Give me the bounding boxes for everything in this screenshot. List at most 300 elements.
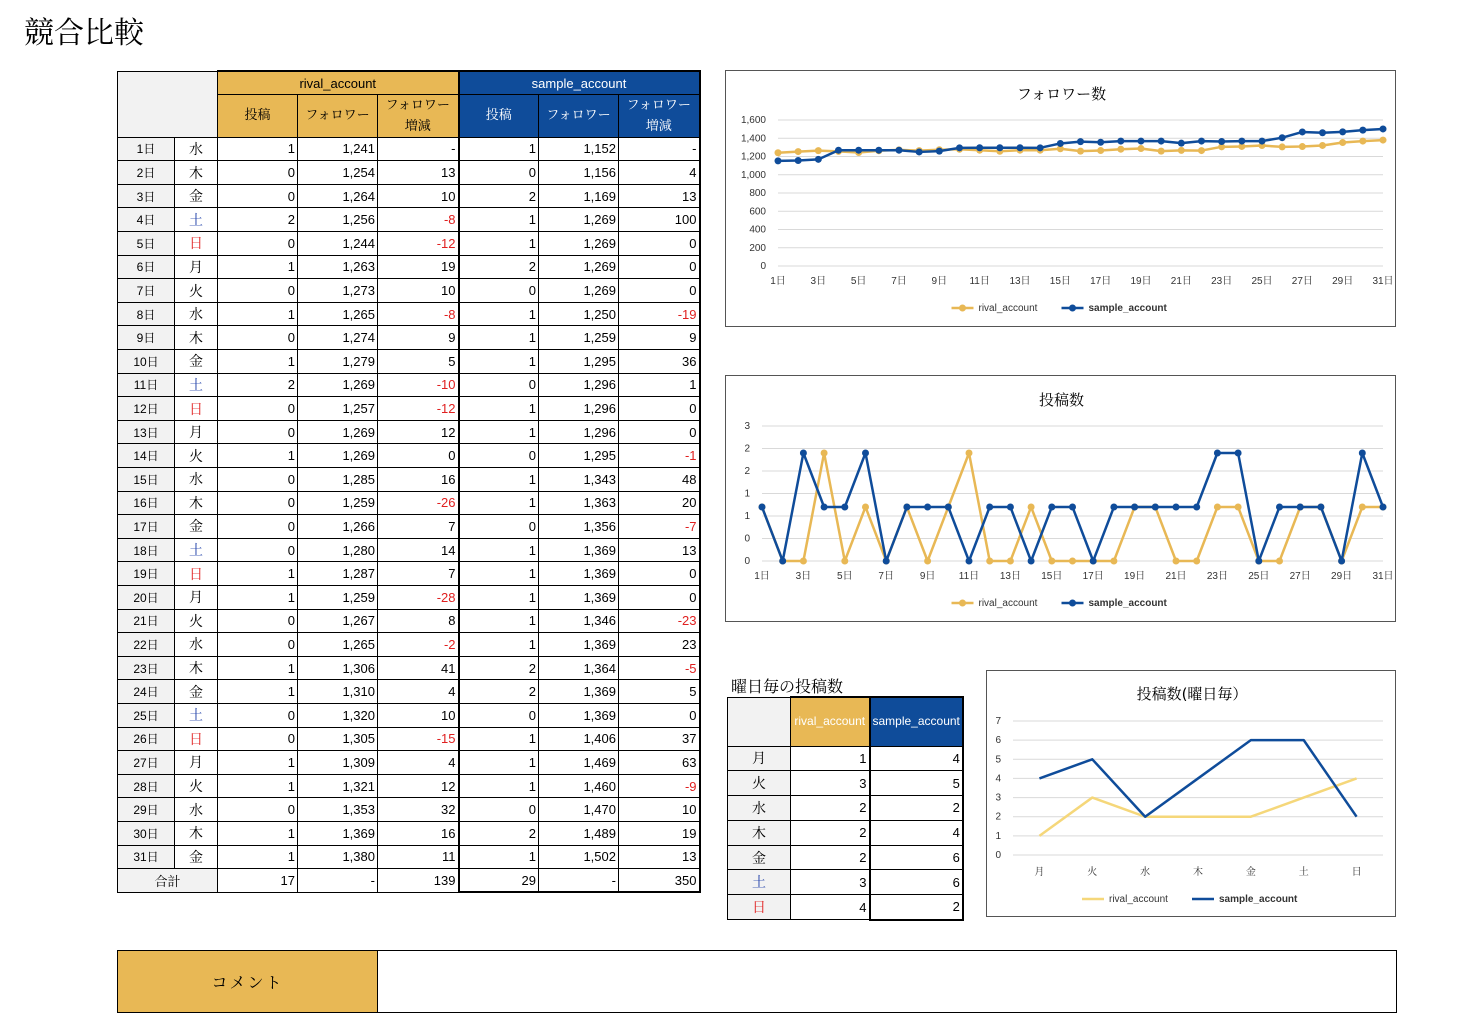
weekday-rival-cell[interactable]: 2 <box>791 796 870 821</box>
rival-change-cell[interactable]: -8 <box>378 208 459 232</box>
dow-cell[interactable]: 土 <box>175 538 218 562</box>
dow-cell[interactable]: 水 <box>175 798 218 822</box>
rival-posts-cell[interactable]: 0 <box>218 161 298 185</box>
rival-change-cell[interactable]: 10 <box>378 279 459 303</box>
weekday-row <box>728 746 963 771</box>
rival-posts-cell[interactable]: 0 <box>218 420 298 444</box>
sample-followers-cell[interactable]: 1,269 <box>539 208 619 232</box>
rival-posts-cell[interactable]: 1 <box>218 680 298 704</box>
rival-change-cell[interactable]: 16 <box>378 821 459 845</box>
rival-posts-cell[interactable]: 1 <box>218 845 298 869</box>
day-cell[interactable]: 7日 <box>118 279 175 303</box>
sample-posts-cell[interactable]: 1 <box>459 208 539 232</box>
rival-posts-cell[interactable]: 0 <box>218 798 298 822</box>
day-cell[interactable]: 31日 <box>118 845 175 869</box>
rival-change-cell[interactable]: -10 <box>378 373 459 397</box>
dow-cell[interactable]: 水 <box>175 633 218 657</box>
rival-change-cell[interactable]: -12 <box>378 397 459 421</box>
rival-followers-cell[interactable]: 1,273 <box>298 279 378 303</box>
day-cell[interactable]: 15日 <box>118 468 175 492</box>
sample-posts-cell[interactable]: 1 <box>459 751 539 775</box>
rival-change-cell[interactable]: 4 <box>378 680 459 704</box>
sample-posts-cell[interactable]: 1 <box>459 468 539 492</box>
day-cell[interactable]: 5日 <box>118 232 175 256</box>
rival-change-cell[interactable]: 0 <box>378 444 459 468</box>
dow-cell[interactable]: 水 <box>175 137 218 161</box>
sample-change-cell[interactable]: 4 <box>619 161 700 185</box>
y-tick-label: 1,600 <box>740 115 766 126</box>
day-cell[interactable]: 26日 <box>118 727 175 751</box>
sample-posts-cell[interactable]: 2 <box>459 656 539 680</box>
sample-change-cell[interactable]: -5 <box>619 656 700 680</box>
sample-change-cell[interactable]: 13 <box>619 538 700 562</box>
dow-cell[interactable]: 火 <box>175 609 218 633</box>
sample-followers-cell[interactable]: 1,356 <box>539 515 619 539</box>
legend-label: rival_account <box>1109 894 1168 905</box>
table-row <box>118 184 700 208</box>
sample-posts-cell[interactable]: 1 <box>459 727 539 751</box>
data-point <box>775 149 782 156</box>
weekday-rival-cell[interactable]: 1 <box>791 746 870 771</box>
day-cell[interactable]: 12日 <box>118 397 175 421</box>
x-tick-label: 1日 <box>770 276 786 287</box>
rival-posts-cell[interactable]: 1 <box>218 562 298 586</box>
rival-change-cell[interactable]: 4 <box>378 751 459 775</box>
rival-change-cell[interactable]: 19 <box>378 255 459 279</box>
day-cell[interactable]: 30日 <box>118 821 175 845</box>
rival-followers-cell[interactable]: 1,287 <box>298 562 378 586</box>
day-cell[interactable]: 27日 <box>118 751 175 775</box>
rival-posts-cell[interactable]: 0 <box>218 468 298 492</box>
data-point <box>1138 145 1145 152</box>
data-point <box>1069 558 1076 565</box>
sample-change-cell[interactable]: - <box>619 137 700 161</box>
y-tick-label: 1,200 <box>740 151 766 163</box>
dow-cell[interactable]: 月 <box>175 420 218 444</box>
total-rp-cell[interactable]: 17 <box>218 869 298 893</box>
x-tick-label: 火 <box>1087 867 1098 878</box>
sample-posts-cell[interactable]: 1 <box>459 562 539 586</box>
x-tick-label: 日 <box>1351 867 1362 878</box>
day-cell[interactable]: 6日 <box>118 255 175 279</box>
rival-followers-cell[interactable]: 1,266 <box>298 515 378 539</box>
sample-posts-cell[interactable]: 0 <box>459 798 539 822</box>
data-point <box>924 504 931 511</box>
rival-change-cell[interactable]: 12 <box>378 420 459 444</box>
rival-change-cell[interactable]: 9 <box>378 326 459 350</box>
sample-followers-cell[interactable]: 1,369 <box>539 562 619 586</box>
day-cell[interactable]: 2日 <box>118 161 175 185</box>
dow-cell[interactable]: 水 <box>175 302 218 326</box>
rival-change-cell[interactable]: 12 <box>378 774 459 798</box>
sample-followers-cell[interactable]: 1,460 <box>539 774 619 798</box>
weekday-rival-cell[interactable]: 3 <box>791 771 870 796</box>
sample-posts-cell[interactable]: 0 <box>459 444 539 468</box>
sample-followers-cell[interactable]: 1,369 <box>539 703 619 727</box>
rival-followers-cell[interactable]: 1,309 <box>298 751 378 775</box>
sample-change-cell[interactable]: 9 <box>619 326 700 350</box>
sample-posts-cell[interactable]: 0 <box>459 703 539 727</box>
weekday-sample-cell[interactable]: 5 <box>870 771 963 796</box>
rival-change-cell[interactable]: 10 <box>378 184 459 208</box>
sample-change-cell[interactable]: 100 <box>619 208 700 232</box>
weekday-rival-cell[interactable]: 3 <box>791 870 870 895</box>
weekday-sample-cell[interactable]: 6 <box>870 845 963 870</box>
rival-change-cell[interactable]: 7 <box>378 515 459 539</box>
sample-posts-cell[interactable]: 1 <box>459 420 539 444</box>
dow-cell[interactable]: 金 <box>175 350 218 374</box>
rival-posts-cell[interactable]: 1 <box>218 774 298 798</box>
rival-followers-cell[interactable]: 1,265 <box>298 302 378 326</box>
rival-posts-cell[interactable]: 1 <box>218 137 298 161</box>
dow-cell[interactable]: 火 <box>175 279 218 303</box>
sample-change-cell[interactable]: 0 <box>619 232 700 256</box>
sample-followers-cell[interactable]: 1,295 <box>539 350 619 374</box>
sample-followers-cell[interactable]: 1,295 <box>539 444 619 468</box>
rival-change-cell[interactable]: -28 <box>378 585 459 609</box>
sample-followers-cell[interactable]: 1,470 <box>539 798 619 822</box>
sample-posts-cell[interactable]: 1 <box>459 302 539 326</box>
sample-followers-cell[interactable]: 1,369 <box>539 585 619 609</box>
rival-posts-cell[interactable]: 0 <box>218 326 298 350</box>
rival-change-cell[interactable]: 8 <box>378 609 459 633</box>
legend-label: rival_account <box>978 598 1038 609</box>
dow-cell[interactable]: 日 <box>175 562 218 586</box>
sample-posts-cell[interactable]: 0 <box>459 161 539 185</box>
weekday-sample-cell[interactable]: 2 <box>870 895 963 920</box>
rival-posts-cell[interactable]: 0 <box>218 184 298 208</box>
rival-followers-cell[interactable]: 1,267 <box>298 609 378 633</box>
rival-change-cell[interactable]: 14 <box>378 538 459 562</box>
sample-posts-cell[interactable]: 0 <box>459 373 539 397</box>
sample-change-cell[interactable]: -1 <box>619 444 700 468</box>
sample-change-cell[interactable]: 13 <box>619 845 700 869</box>
sample-change-cell[interactable]: 13 <box>619 184 700 208</box>
dow-cell[interactable]: 木 <box>175 161 218 185</box>
sample-posts-cell[interactable]: 0 <box>459 279 539 303</box>
rival-followers-cell[interactable]: 1,259 <box>298 491 378 515</box>
x-tick-label: 17日 <box>1090 276 1112 287</box>
rival-followers-cell[interactable]: 1,285 <box>298 468 378 492</box>
y-tick-label: 0 <box>744 556 750 567</box>
legend-marker <box>959 600 966 607</box>
sample-followers-cell[interactable]: 1,369 <box>539 538 619 562</box>
sample-followers-cell[interactable]: 1,369 <box>539 680 619 704</box>
dow-cell[interactable]: 日 <box>175 397 218 421</box>
data-point <box>815 147 822 154</box>
rival-followers-cell[interactable]: 1,321 <box>298 774 378 798</box>
day-cell[interactable]: 18日 <box>118 538 175 562</box>
weekday-rival-cell[interactable]: 2 <box>791 845 870 870</box>
rival-posts-cell[interactable]: 2 <box>218 208 298 232</box>
dow-cell[interactable]: 日 <box>175 232 218 256</box>
rival-posts-cell[interactable]: 0 <box>218 703 298 727</box>
sample-change-cell[interactable]: 23 <box>619 633 700 657</box>
sample-posts-cell[interactable]: 1 <box>459 232 539 256</box>
sample-change-cell[interactable]: 0 <box>619 279 700 303</box>
rival-change-cell[interactable]: -12 <box>378 232 459 256</box>
total-rf-cell[interactable]: - <box>298 869 378 893</box>
rival-followers-cell[interactable]: 1,353 <box>298 798 378 822</box>
sample-change-cell[interactable]: 0 <box>619 585 700 609</box>
rival-posts-cell[interactable]: 1 <box>218 444 298 468</box>
weekday-sample-cell[interactable]: 4 <box>870 820 963 845</box>
sample-posts-cell[interactable]: 1 <box>459 633 539 657</box>
sample-posts-cell[interactable]: 1 <box>459 845 539 869</box>
day-cell[interactable]: 3日 <box>118 184 175 208</box>
dow-cell[interactable]: 木 <box>175 326 218 350</box>
day-cell[interactable]: 20日 <box>118 585 175 609</box>
sample-change-cell[interactable]: 63 <box>619 751 700 775</box>
total-sd-cell[interactable]: 350 <box>619 869 700 893</box>
sample-followers-cell[interactable]: 1,269 <box>539 232 619 256</box>
day-cell[interactable]: 25日 <box>118 703 175 727</box>
day-cell[interactable]: 14日 <box>118 444 175 468</box>
rival-posts-cell[interactable]: 1 <box>218 656 298 680</box>
sample-change-cell[interactable]: 20 <box>619 491 700 515</box>
dow-cell[interactable]: 火 <box>175 444 218 468</box>
rival-change-cell[interactable]: -15 <box>378 727 459 751</box>
sample-followers-cell[interactable]: 1,259 <box>539 326 619 350</box>
sample-posts-cell[interactable]: 2 <box>459 821 539 845</box>
data-point <box>1158 138 1165 145</box>
data-point <box>1178 147 1185 154</box>
sample-change-cell[interactable]: 0 <box>619 562 700 586</box>
sample-followers-cell[interactable]: 1,364 <box>539 656 619 680</box>
sample-change-cell[interactable]: -19 <box>619 302 700 326</box>
sample-posts-cell[interactable]: 1 <box>459 585 539 609</box>
rival-followers-cell[interactable]: 1,256 <box>298 208 378 232</box>
rival-posts-cell[interactable]: 0 <box>218 491 298 515</box>
sample-change-cell[interactable]: 36 <box>619 350 700 374</box>
sample-posts-cell[interactable]: 1 <box>459 774 539 798</box>
sample-change-cell[interactable]: 37 <box>619 727 700 751</box>
day-cell[interactable]: 4日 <box>118 208 175 232</box>
rival-posts-cell[interactable]: 0 <box>218 279 298 303</box>
followers-chart <box>725 70 1396 327</box>
day-cell[interactable]: 16日 <box>118 491 175 515</box>
day-cell[interactable]: 28日 <box>118 774 175 798</box>
sample-change-cell[interactable]: 0 <box>619 397 700 421</box>
rival-followers-cell[interactable]: 1,380 <box>298 845 378 869</box>
sample-change-cell[interactable]: 10 <box>619 798 700 822</box>
sample-change-cell[interactable]: -23 <box>619 609 700 633</box>
sample-posts-cell[interactable]: 1 <box>459 397 539 421</box>
sample-posts-cell[interactable]: 1 <box>459 326 539 350</box>
total-rd-cell[interactable]: 139 <box>378 869 459 893</box>
rival-followers-cell[interactable]: 1,265 <box>298 633 378 657</box>
rival-followers-cell[interactable]: 1,310 <box>298 680 378 704</box>
day-cell[interactable]: 23日 <box>118 656 175 680</box>
dow-cell[interactable]: 水 <box>175 468 218 492</box>
dow-cell[interactable]: 月 <box>175 255 218 279</box>
table-row <box>118 444 700 468</box>
rival-followers-cell[interactable]: 1,305 <box>298 727 378 751</box>
dow-cell[interactable]: 月 <box>175 585 218 609</box>
dow-cell[interactable]: 火 <box>175 774 218 798</box>
rival-followers-cell[interactable]: 1,263 <box>298 255 378 279</box>
rival-change-cell[interactable]: 16 <box>378 468 459 492</box>
day-cell[interactable]: 11日 <box>118 373 175 397</box>
rival-followers-cell[interactable]: 1,264 <box>298 184 378 208</box>
total-sf-cell[interactable]: - <box>539 869 619 893</box>
rival-posts-cell[interactable]: 1 <box>218 255 298 279</box>
sample-followers-cell[interactable]: 1,296 <box>539 373 619 397</box>
weekday-rival-cell[interactable]: 2 <box>791 820 870 845</box>
rival-posts-cell[interactable]: 0 <box>218 515 298 539</box>
rival-posts-cell[interactable]: 0 <box>218 633 298 657</box>
rival-followers-cell[interactable]: 1,280 <box>298 538 378 562</box>
sample-posts-cell[interactable]: 2 <box>459 680 539 704</box>
dow-cell[interactable]: 木 <box>175 656 218 680</box>
table-row <box>118 468 700 492</box>
rival-posts-cell[interactable]: 1 <box>218 751 298 775</box>
weekday-row <box>728 845 963 870</box>
sample-change-cell[interactable]: 0 <box>619 420 700 444</box>
rival-posts-cell[interactable]: 0 <box>218 232 298 256</box>
dow-cell[interactable]: 金 <box>175 845 218 869</box>
sample-followers-cell[interactable]: 1,502 <box>539 845 619 869</box>
legend-label: sample_account <box>1219 894 1298 905</box>
day-cell[interactable]: 22日 <box>118 633 175 657</box>
data-point <box>1193 504 1200 511</box>
sample-followers-cell[interactable]: 1,343 <box>539 468 619 492</box>
dow-cell[interactable]: 土 <box>175 208 218 232</box>
rival-change-cell[interactable]: 7 <box>378 562 459 586</box>
sample-followers-cell[interactable]: 1,469 <box>539 751 619 775</box>
day-cell[interactable]: 8日 <box>118 302 175 326</box>
sample-posts-cell[interactable]: 1 <box>459 350 539 374</box>
x-tick-label: 31日 <box>1372 276 1394 287</box>
weekday-sample-cell[interactable]: 4 <box>870 746 963 771</box>
rival-change-cell[interactable]: -8 <box>378 302 459 326</box>
comment-field[interactable] <box>377 950 1397 1013</box>
rival-change-cell[interactable]: 13 <box>378 161 459 185</box>
rival-followers-cell[interactable]: 1,259 <box>298 585 378 609</box>
rival-change-cell[interactable]: - <box>378 137 459 161</box>
dow-cell[interactable]: 木 <box>175 821 218 845</box>
rival-change-cell[interactable]: 41 <box>378 656 459 680</box>
dow-cell[interactable]: 月 <box>175 751 218 775</box>
rival-followers-cell[interactable]: 1,244 <box>298 232 378 256</box>
rival-posts-cell[interactable]: 1 <box>218 821 298 845</box>
sample-posts-cell[interactable]: 1 <box>459 491 539 515</box>
sample-followers-cell[interactable]: 1,296 <box>539 397 619 421</box>
sample-posts-cell[interactable]: 2 <box>459 255 539 279</box>
sample-change-cell[interactable]: 48 <box>619 468 700 492</box>
sample-posts-cell[interactable]: 2 <box>459 184 539 208</box>
dow-cell[interactable]: 金 <box>175 184 218 208</box>
data-point <box>1077 138 1084 145</box>
rival-posts-cell[interactable]: 1 <box>218 350 298 374</box>
rival-posts-cell[interactable]: 2 <box>218 373 298 397</box>
total-sp-cell[interactable]: 29 <box>459 869 539 893</box>
sample-change-cell[interactable]: 19 <box>619 821 700 845</box>
sample-followers-cell[interactable]: 1,269 <box>539 279 619 303</box>
sample-followers-cell[interactable]: 1,406 <box>539 727 619 751</box>
rival-followers-cell[interactable]: 1,279 <box>298 350 378 374</box>
sample-followers-cell[interactable]: 1,152 <box>539 137 619 161</box>
rival-followers-cell[interactable]: 1,369 <box>298 821 378 845</box>
day-cell[interactable]: 21日 <box>118 609 175 633</box>
rival-followers-cell[interactable]: 1,320 <box>298 703 378 727</box>
day-cell[interactable]: 13日 <box>118 420 175 444</box>
rival-change-cell[interactable]: -2 <box>378 633 459 657</box>
dow-cell[interactable]: 木 <box>175 491 218 515</box>
dow-cell[interactable]: 日 <box>175 727 218 751</box>
sample-followers-cell[interactable]: 1,346 <box>539 609 619 633</box>
day-cell[interactable]: 17日 <box>118 515 175 539</box>
day-cell[interactable]: 9日 <box>118 326 175 350</box>
rival-followers-cell[interactable]: 1,274 <box>298 326 378 350</box>
rival-followers-cell[interactable]: 1,257 <box>298 397 378 421</box>
dow-cell[interactable]: 土 <box>175 703 218 727</box>
rival-followers-cell[interactable]: 1,306 <box>298 656 378 680</box>
rival-followers-cell[interactable]: 1,269 <box>298 373 378 397</box>
rival-change-cell[interactable]: 11 <box>378 845 459 869</box>
sample-posts-cell[interactable]: 1 <box>459 538 539 562</box>
rival-followers-cell[interactable]: 1,269 <box>298 420 378 444</box>
sample-change-cell[interactable]: 0 <box>619 255 700 279</box>
sample-change-cell[interactable]: -7 <box>619 515 700 539</box>
sample-change-cell[interactable]: 0 <box>619 703 700 727</box>
weekday-sample-cell[interactable]: 6 <box>870 870 963 895</box>
day-cell[interactable]: 19日 <box>118 562 175 586</box>
rival-followers-cell[interactable]: 1,269 <box>298 444 378 468</box>
dow-cell[interactable]: 金 <box>175 515 218 539</box>
sample-followers-cell[interactable]: 1,250 <box>539 302 619 326</box>
rival-followers-header: フォロワー <box>298 95 378 138</box>
rival-posts-cell[interactable]: 1 <box>218 585 298 609</box>
day-cell[interactable]: 1日 <box>118 137 175 161</box>
sample-posts-cell[interactable]: 1 <box>459 609 539 633</box>
rival-posts-cell[interactable]: 0 <box>218 538 298 562</box>
sample-posts-cell[interactable]: 0 <box>459 515 539 539</box>
rival-change-cell[interactable]: 10 <box>378 703 459 727</box>
sample-followers-cell[interactable]: 1,269 <box>539 255 619 279</box>
sample-followers-cell[interactable]: 1,169 <box>539 184 619 208</box>
sample-posts-cell[interactable]: 1 <box>459 137 539 161</box>
rival-posts-cell[interactable]: 0 <box>218 727 298 751</box>
sample-change-cell[interactable]: 5 <box>619 680 700 704</box>
rival-change-cell[interactable]: -26 <box>378 491 459 515</box>
y-tick-label: 800 <box>749 188 766 199</box>
rival-followers-cell[interactable]: 1,254 <box>298 161 378 185</box>
rival-change-cell[interactable]: 32 <box>378 798 459 822</box>
rival-posts-cell[interactable]: 1 <box>218 302 298 326</box>
rival-change-cell[interactable]: 5 <box>378 350 459 374</box>
day-cell[interactable]: 10日 <box>118 350 175 374</box>
sample-followers-cell[interactable]: 1,489 <box>539 821 619 845</box>
series-line-rival_account <box>1039 778 1356 835</box>
day-cell[interactable]: 24日 <box>118 680 175 704</box>
sample-followers-cell[interactable]: 1,363 <box>539 491 619 515</box>
sample-change-cell[interactable]: -9 <box>619 774 700 798</box>
day-cell[interactable]: 29日 <box>118 798 175 822</box>
sample-followers-cell[interactable]: 1,156 <box>539 161 619 185</box>
dow-cell[interactable]: 金 <box>175 680 218 704</box>
rival-followers-cell[interactable]: 1,241 <box>298 137 378 161</box>
sample-followers-cell[interactable]: 1,369 <box>539 633 619 657</box>
weekday-sample-cell[interactable]: 2 <box>870 796 963 821</box>
rival-posts-cell[interactable]: 0 <box>218 609 298 633</box>
table-row <box>118 585 700 609</box>
sample-followers-cell[interactable]: 1,296 <box>539 420 619 444</box>
rival-posts-cell[interactable]: 0 <box>218 397 298 421</box>
sample-change-cell[interactable]: 1 <box>619 373 700 397</box>
dow-cell[interactable]: 土 <box>175 373 218 397</box>
weekday-rival-cell[interactable]: 4 <box>791 895 870 920</box>
